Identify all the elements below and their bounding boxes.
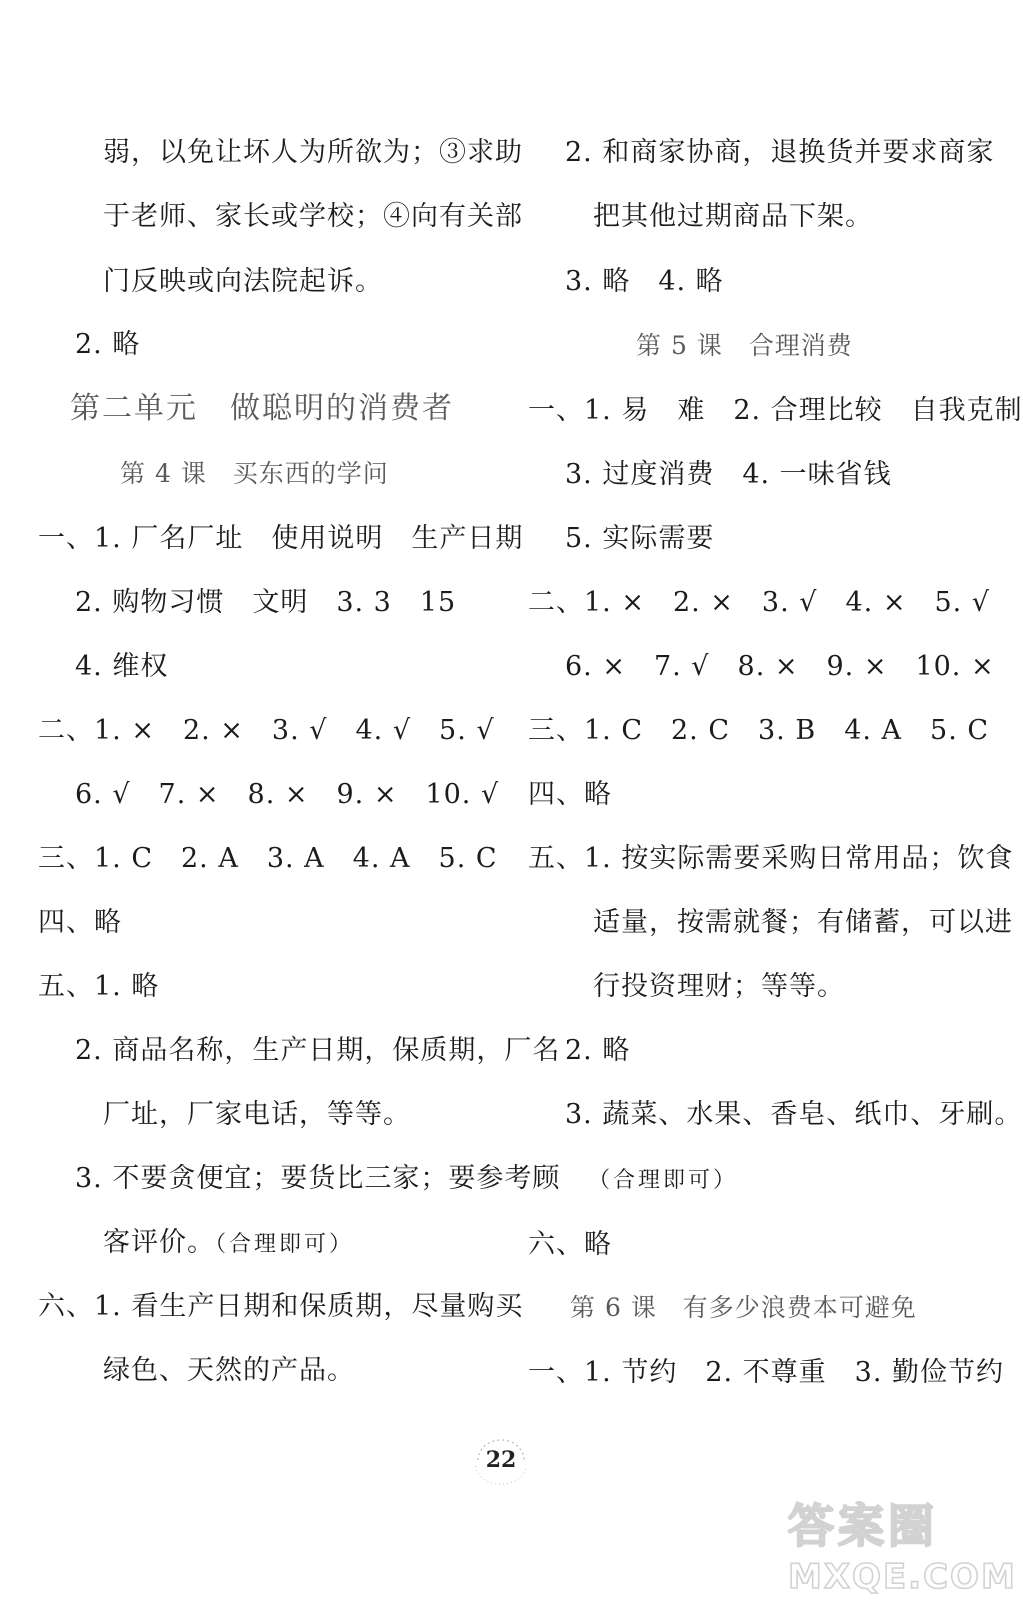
lesson-heading: 第 4 课 买东西的学问	[120, 459, 389, 488]
answer-line: 2. 略	[565, 1035, 631, 1066]
answer-line: 一、1. 节约 2. 不尊重 3. 勤俭节约	[528, 1357, 1005, 1388]
answer-line: 一、1. 厂名厂址 使用说明 生产日期	[38, 523, 524, 554]
answer-line: 于老师、家长或学校；④向有关部	[103, 201, 523, 232]
answer-line: 2. 和商家协商，退换货并要求商家	[565, 137, 995, 168]
answer-line: 四、略	[38, 907, 122, 938]
answer-text: 客评价。	[103, 1227, 215, 1258]
svg-text:MXQE.COM: MXQE.COM	[788, 1557, 1017, 1597]
watermark-logo-icon	[780, 1482, 1017, 1598]
answer-line: 6. × 7. √ 8. × 9. × 10. ×	[565, 651, 995, 682]
answer-line: 5. 实际需要	[565, 523, 715, 554]
answer-line: 五、1. 略	[38, 971, 160, 1002]
answer-line: 六、略	[528, 1229, 612, 1260]
unit-heading: 第二单元 做聪明的消费者	[70, 391, 454, 426]
note-text: （合理即可）	[588, 1168, 739, 1193]
answer-line: 门反映或向法院起诉。	[103, 266, 383, 297]
answer-line: 五、1. 按实际需要采购日常用品；饮食	[528, 843, 1014, 874]
lesson-heading: 第 6 课 有多少浪费本可避免	[570, 1293, 917, 1322]
answer-line: 一、1. 易 难 2. 合理比较 自我克制	[528, 395, 1023, 426]
note-text: （合理即可）	[215, 1232, 355, 1257]
page-number: 22	[468, 1436, 534, 1484]
lesson-heading: 第 5 课 合理消费	[636, 331, 853, 360]
answer-line: 3. 蔬菜、水果、香皂、纸巾、牙刷。	[565, 1099, 1023, 1130]
answer-line: 二、1. × 2. × 3. √ 4. √ 5. √	[38, 715, 495, 746]
answer-line: 2. 略	[75, 329, 141, 360]
answer-line: 把其他过期商品下架。	[593, 201, 873, 232]
answer-line: 绿色、天然的产品。	[103, 1355, 355, 1386]
answer-line: 六、1. 看生产日期和保质期，尽量购买	[38, 1291, 524, 1322]
answer-line: 4. 维权	[75, 651, 169, 682]
answer-line: 3. 不要贪便宜；要货比三家；要参考顾	[75, 1163, 561, 1194]
answer-line: 6. √ 7. × 8. × 9. × 10. √	[75, 779, 500, 810]
answer-line: 适量，按需就餐；有储蓄，可以进	[593, 907, 1013, 938]
answer-line: 2. 购物习惯 文明 3. 3 15	[75, 587, 457, 618]
answer-line: 二、1. × 2. × 3. √ 4. × 5. √	[528, 587, 990, 618]
answer-line: 四、略	[528, 779, 612, 810]
answer-line: 三、1. C 2. A 3. A 4. A 5. C	[38, 843, 498, 874]
answer-line: 行投资理财；等等。	[593, 971, 845, 1002]
answer-line: 三、1. C 2. C 3. B 4. A 5. C	[528, 715, 990, 746]
answer-line: 厂址，厂家电话，等等。	[103, 1099, 411, 1130]
answer-line: 3. 过度消费 4. 一味省钱	[565, 459, 892, 490]
answer-line: 2. 商品名称，生产日期，保质期，厂名	[75, 1035, 561, 1066]
answer-line: 3. 略 4. 略	[565, 266, 724, 297]
answer-line	[103, 1226, 354, 1262]
answer-line: 弱，以免让坏人为所欲为；③求助	[103, 137, 523, 168]
svg-text:答案圈: 答案圈	[788, 1499, 938, 1553]
